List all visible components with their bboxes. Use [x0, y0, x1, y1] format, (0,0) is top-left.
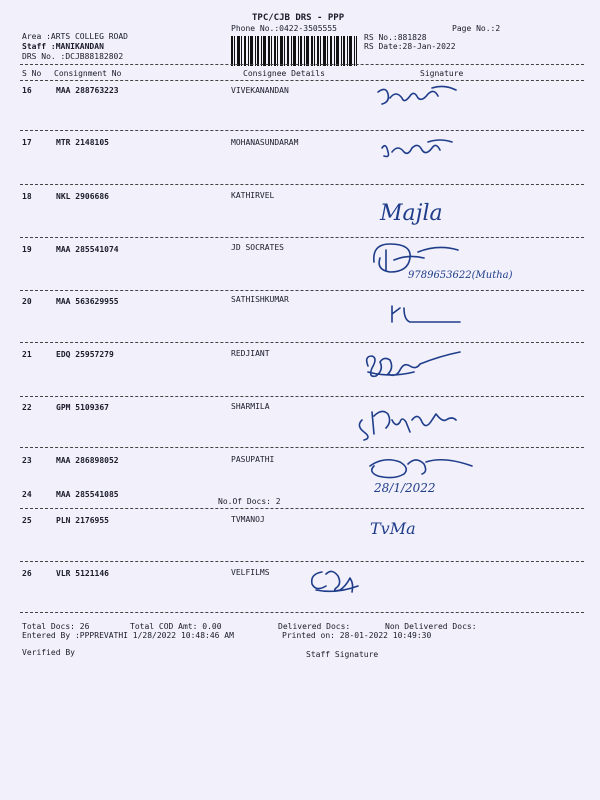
- divider: [20, 612, 584, 613]
- row-consignee: VIVEKANANDAN: [231, 86, 289, 95]
- drs-number: DRS No. :DCJB88182802: [22, 52, 124, 61]
- column-sno: S No: [22, 69, 42, 78]
- row-sno: 23: [22, 456, 32, 465]
- row-consignee: PASUPATHI: [231, 455, 275, 464]
- barcode-icon: [231, 36, 357, 66]
- handwriting-text: Majla: [380, 201, 443, 226]
- row-consignment-no: PLN 2176955: [56, 516, 109, 525]
- row-consignee: SHARMILA: [231, 402, 270, 411]
- row-sno: 24: [22, 490, 32, 499]
- entered-by: Entered By :PPPREVATHI 1/28/2022 10:48:46 AM: [22, 631, 234, 640]
- row-consignment-no: MAA 563629955: [56, 297, 119, 306]
- page-number: Page No.:2: [452, 24, 501, 33]
- column-consignment: Consignment No: [54, 69, 122, 78]
- row-consignment-no: VLR 5121146: [56, 569, 109, 578]
- signature-21: [360, 348, 470, 384]
- column-signature: Signature: [420, 69, 464, 78]
- handwriting-text: TvMa: [370, 519, 416, 538]
- verified-by: Verified By: [22, 648, 75, 657]
- divider: [20, 447, 584, 448]
- rs-number: RS No.:881828: [364, 33, 427, 42]
- row-sno: 19: [22, 245, 32, 254]
- row-sno: 25: [22, 516, 32, 525]
- divider: [20, 184, 584, 185]
- row-consignment-no: EDQ 25957279: [56, 350, 114, 359]
- divider: [20, 64, 584, 65]
- row-consignee: REDJIANT: [231, 349, 270, 358]
- row-consignee: VELFILMS: [231, 568, 270, 577]
- handwriting-date: 28/1/2022: [374, 481, 436, 495]
- signature-17: [378, 138, 458, 164]
- divider: [20, 396, 584, 397]
- non-delivered-docs: Non Delivered Docs:: [385, 622, 477, 631]
- row-consignment-no: MAA 285541085: [56, 490, 119, 499]
- row-consignee: TVMANOJ: [231, 515, 265, 524]
- divider: [20, 508, 584, 509]
- row-sno: 16: [22, 86, 32, 95]
- divider: [20, 130, 584, 131]
- signature-18: [378, 196, 488, 228]
- delivered-docs: Delivered Docs:: [278, 622, 351, 631]
- row-consignment-no: MAA 285541074: [56, 245, 119, 254]
- staff-signature: Staff Signature: [306, 650, 379, 659]
- signature-16: [372, 84, 462, 112]
- signature-22: [352, 402, 472, 442]
- total-cod-amount: Total COD Amt: 0.00: [130, 622, 222, 631]
- total-docs: Total Docs: 26: [22, 622, 90, 631]
- row-sno: 20: [22, 297, 32, 306]
- phone-number: Phone No.:0422-3505555: [231, 24, 337, 33]
- staff-label: Staff :MANIKANDAN: [22, 42, 104, 51]
- row-consignee: KATHIRVEL: [231, 191, 275, 200]
- row-consignment-no: GPM 5109367: [56, 403, 109, 412]
- divider: [20, 80, 584, 81]
- signature-20: [388, 302, 468, 326]
- signature-26: [306, 564, 366, 594]
- rs-date: RS Date:28-Jan-2022: [364, 42, 456, 51]
- row-consignee: SATHISHKUMAR: [231, 295, 289, 304]
- row-consignment-no: NKL 2906686: [56, 192, 109, 201]
- row-sno: 18: [22, 192, 32, 201]
- printed-on: Printed on: 28-01-2022 10:49:30: [282, 631, 432, 640]
- row-sno: 17: [22, 138, 32, 147]
- row-sno: 21: [22, 350, 32, 359]
- signature-25: [368, 514, 458, 542]
- row-consignee: MOHANASUNDARAM: [231, 138, 299, 147]
- row-consignment-no: MTR 2148105: [56, 138, 109, 147]
- row-consignee: JD SOCRATES: [231, 243, 284, 252]
- divider: [20, 290, 584, 291]
- document-title: TPC/CJB DRS - PPP: [252, 13, 345, 23]
- row-sno: 26: [22, 569, 32, 578]
- divider: [20, 561, 584, 562]
- divider: [20, 342, 584, 343]
- area-label: Area :ARTS COLLEG ROAD: [22, 32, 128, 41]
- signature-23: [364, 452, 484, 498]
- signature-19: [368, 238, 548, 284]
- row-sno: 22: [22, 403, 32, 412]
- column-consignee: Consignee Details: [243, 69, 325, 78]
- row-consignment-no: MAA 286898052: [56, 456, 119, 465]
- handwriting-phone: 9789653622(Mutha): [408, 270, 513, 281]
- row-consignment-no: MAA 288763223: [56, 86, 119, 95]
- no-of-docs: No.Of Docs: 2: [218, 497, 281, 506]
